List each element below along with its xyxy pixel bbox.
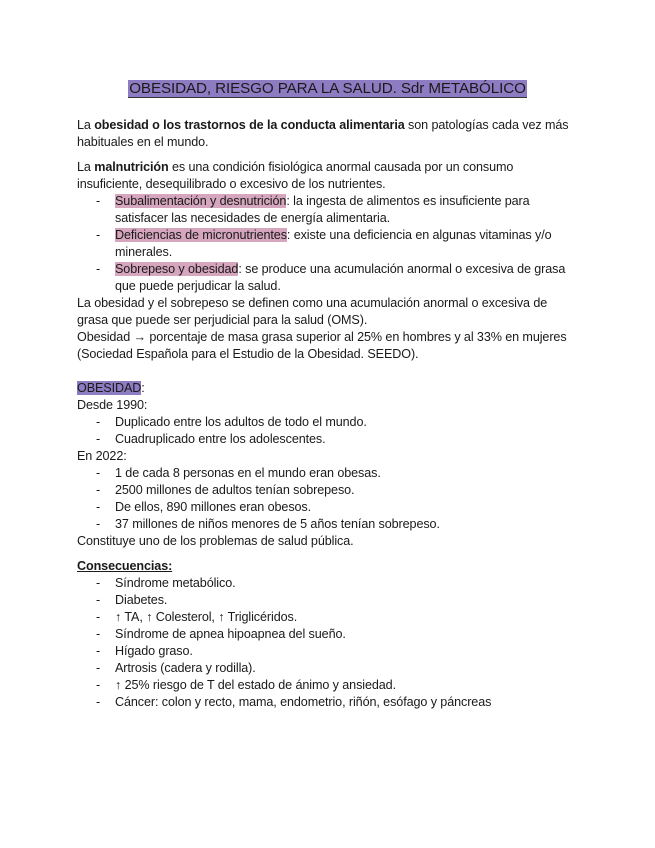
list-item: - Síndrome metabólico. xyxy=(77,575,577,592)
intro-p2-post: es una condición fisiológica anormal causada por un consumo insuficiente, desequilibrado o excesivo de los nutrientes. xyxy=(77,160,514,191)
term-description: : existe una deficiencia en algunas vitaminas y/o minerales. xyxy=(115,228,552,259)
malnutrition-types-list xyxy=(77,193,577,295)
term-highlight: Subalimentación y desnutrición xyxy=(115,194,287,208)
intro-paragraph-obesidad xyxy=(77,117,577,151)
intro-p2-pre: La xyxy=(77,160,95,174)
list-item: - 37 millones de niños menores de 5 años tenían sobrepeso. xyxy=(77,516,577,533)
term-description: : se produce una acumulación anormal o excesiva de grasa que puede perjudicar la salud. xyxy=(115,262,566,293)
consecuencias-list xyxy=(77,575,577,711)
list-item: - Duplicado entre los adultos de todo el mundo. xyxy=(77,414,577,431)
list-item: - Cuadruplicado entre los adolescentes. xyxy=(77,431,577,448)
public-health-statement: Constituye uno de los problemas de salud pública. xyxy=(77,534,354,548)
list-item: - Diabetes. xyxy=(77,592,577,609)
intro-p2-bold: malnutrición xyxy=(94,160,169,174)
list-item: - Síndrome de apnea hipoapnea del sueño. xyxy=(77,626,577,643)
term-description: : la ingesta de alimentos es insuficiente para satisfacer las necesidades de energía alimentaria. xyxy=(115,194,530,225)
in-2022-list xyxy=(77,465,577,533)
obesidad-heading xyxy=(77,380,577,397)
list-item: - De ellos, 890 millones eran obesos. xyxy=(77,499,577,516)
list-item xyxy=(77,193,577,227)
term-highlight: Sobrepeso y obesidad xyxy=(115,262,239,276)
intro-p1-bold: obesidad o los trastornos de la conducta alimentaria xyxy=(94,118,405,132)
obesidad-heading-text: OBESIDAD xyxy=(77,381,142,395)
list-item: - 1 de cada 8 personas en el mundo eran obesas. xyxy=(77,465,577,482)
list-item xyxy=(77,227,577,261)
definition-paragraph: La obesidad y el sobrepeso se definen como una acumulación anormal o excesiva de grasa que puede ser perjudicial para la salud (OMS). xyxy=(77,296,548,327)
list-item: - 2500 millones de adultos tenían sobrepeso. xyxy=(77,482,577,499)
list-item: - Artrosis (cadera y rodilla). xyxy=(77,660,577,677)
intro-p1-post: son patologías cada vez más habituales en el mundo. xyxy=(77,118,569,149)
page-title-text: OBESIDAD, RIESGO PARA LA SALUD. Sdr METABÓLICO xyxy=(129,80,526,97)
document-body xyxy=(77,117,577,711)
term-highlight: Deficiencias de micronutrientes xyxy=(115,228,287,242)
in-2022-label: En 2022: xyxy=(77,449,127,463)
since-1990-list xyxy=(77,414,577,448)
page-title xyxy=(0,79,655,98)
consecuencias-heading-text: Consecuencias: xyxy=(77,559,173,573)
intro-paragraph-malnutricion xyxy=(77,159,577,193)
list-item: - Cáncer: colon y recto, mama, endometrio, riñón, esófago y páncreas xyxy=(77,694,577,711)
list-item: - ↑ TA, ↑ Colesterol, ↑ Triglicéridos. xyxy=(77,609,577,626)
list-item: - ↑ 25% riesgo de T del estado de ánimo y ansiedad. xyxy=(77,677,577,694)
list-item: - Hígado graso. xyxy=(77,643,577,660)
intro-p1-pre: La xyxy=(77,118,95,132)
since-1990-label: Desde 1990: xyxy=(77,398,148,412)
list-item xyxy=(77,261,577,295)
obesidad-heading-colon: : xyxy=(141,381,145,395)
consecuencias-heading xyxy=(77,558,577,575)
threshold-paragraph: Obesidad → porcentaje de masa grasa superior al 25% en hombres y al 33% en mujeres (Sociedad Española para el Estudio de la Obesidad. SEEDO). xyxy=(77,330,567,361)
